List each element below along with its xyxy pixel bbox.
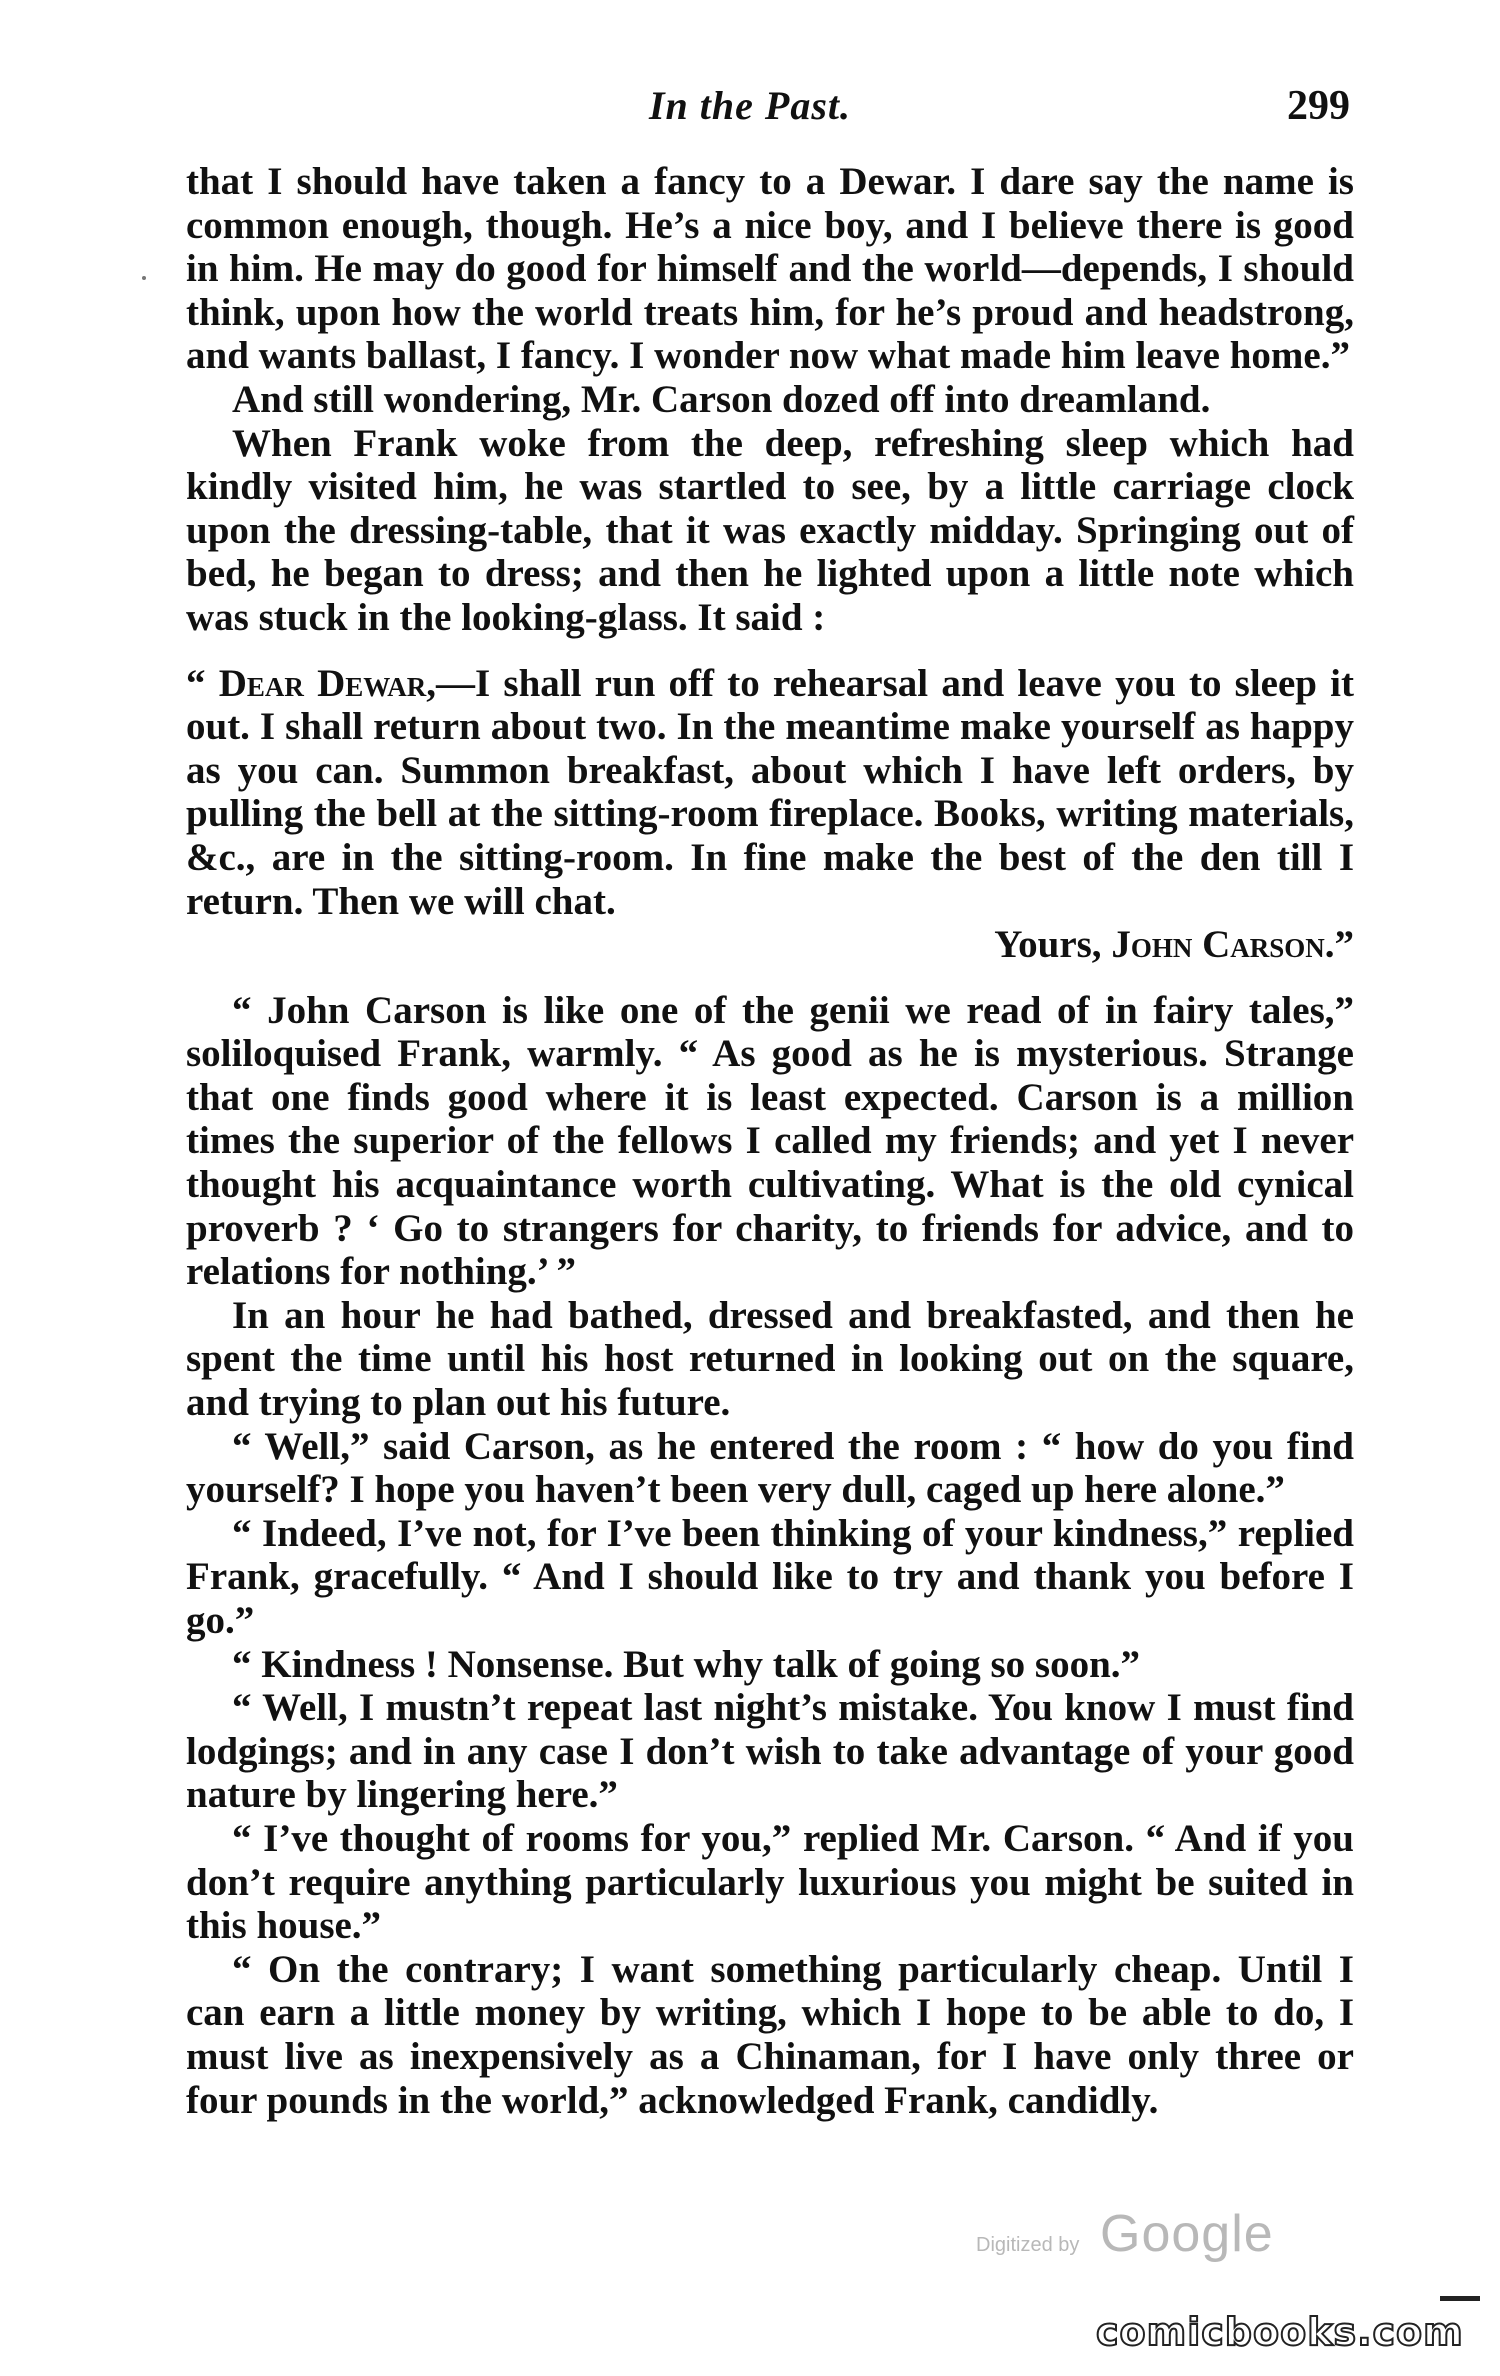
- running-head: [0, 76, 1500, 136]
- google-logo-text: Google: [1100, 2205, 1274, 2263]
- paragraph: In an hour he had bathed, dressed and breakfasted, and then he spent the time until his host returned in looking out on the square, and trying to plan out his future.: [186, 1293, 1354, 1425]
- body-text: [186, 160, 1354, 2122]
- letter-text: [186, 662, 1354, 924]
- running-title: In the Past.: [648, 83, 852, 128]
- corner-dash: [1440, 2296, 1480, 2301]
- paragraph: And still wondering, Mr. Carson dozed off into dreamland.: [232, 377, 1211, 421]
- paragraph: “ Well,” said Carson, as he entered the room : “ how do you find yourself? I hope you haven’t been very dull, caged up here alone.”: [186, 1424, 1354, 1512]
- paragraph: “ Indeed, I’ve not, for I’ve been thinking of your kindness,” replied Frank, gracefully. “ And I should like to try and thank you before I go.”: [186, 1511, 1354, 1642]
- digitized-watermark: [976, 2204, 1296, 2268]
- paragraph: that I should have taken a fancy to a Dewar. I dare say the name is common enough, though. He’s a nice boy, and I believe there is good in him. He may do good for himself and the world—depends, I should think, upon how the world treats him, for he’s proud and headstrong, and wants ballast, I fancy. I wonder now what made him leave home.”: [186, 160, 1354, 378]
- letter-salutation: “ Dear Dewar,: [186, 661, 437, 705]
- paragraph: When Frank woke from the deep, refreshing sleep which had kindly visited him, he was startled to see, by a little carriage clock upon the dressing-table, that it was exactly midday. Springing out of bed, he began to dress; and then he lighted upon a little note which was stuck in the looking-glass. It said :: [186, 421, 1354, 639]
- digitized-by-text: Digitized by: [976, 2234, 1080, 2256]
- signature-prefix: Yours,: [994, 923, 1112, 967]
- paragraph: “ John Carson is like one of the genii we read of in fairy tales,” soliloquised Frank, warmly. “ As good as he is mysterious. Strange that one finds good where it is least expected. Carson is a million times the superior of the fellows I called my friends; and yet I never thought his acquaintance worth cultivating. What is the old cynical proverb ? ‘ Go to strangers for charity, to friends for advice, and to relations for nothing.’ ”: [186, 988, 1354, 1294]
- letter-body: —I shall run off to rehearsal and leave you to sleep it out. I shall return about two. In the meantime make yourself as happy as you can. Summon breakfast, about which I have left orders, by pulling the bell at the sitting-room fireplace. Books, writing materials, &c., are in the sitting-room. In fine make the best of the den till I return. Then we will chat.: [186, 661, 1355, 923]
- site-watermark: comicbooks.com: [1096, 2310, 1464, 2354]
- margin-speck: [142, 276, 146, 280]
- letter-signature: [186, 923, 1354, 967]
- paragraph: “ Kindness ! Nonsense. But why talk of going so soon.”: [232, 1642, 1141, 1686]
- page-number: 299: [1287, 83, 1350, 129]
- paragraph: “ On the contrary; I want something particularly cheap. Until I can earn a little money by writing, which I hope to be able to do, I must live as inexpensively as a Chinaman, for I have only three or four pounds in the world,” acknowledged Frank, candidly.: [186, 1947, 1354, 2122]
- paragraph: “ Well, I mustn’t repeat last night’s mistake. You know I must find lodgings; and in any case I don’t wish to take advantage of your good nature by lingering here.”: [186, 1686, 1354, 1817]
- paragraph: “ I’ve thought of rooms for you,” replied Mr. Carson. “ And if you don’t require anything particularly luxurious you might be suited in this house.”: [186, 1816, 1354, 1948]
- signature-name: John Carson.”: [1111, 923, 1354, 967]
